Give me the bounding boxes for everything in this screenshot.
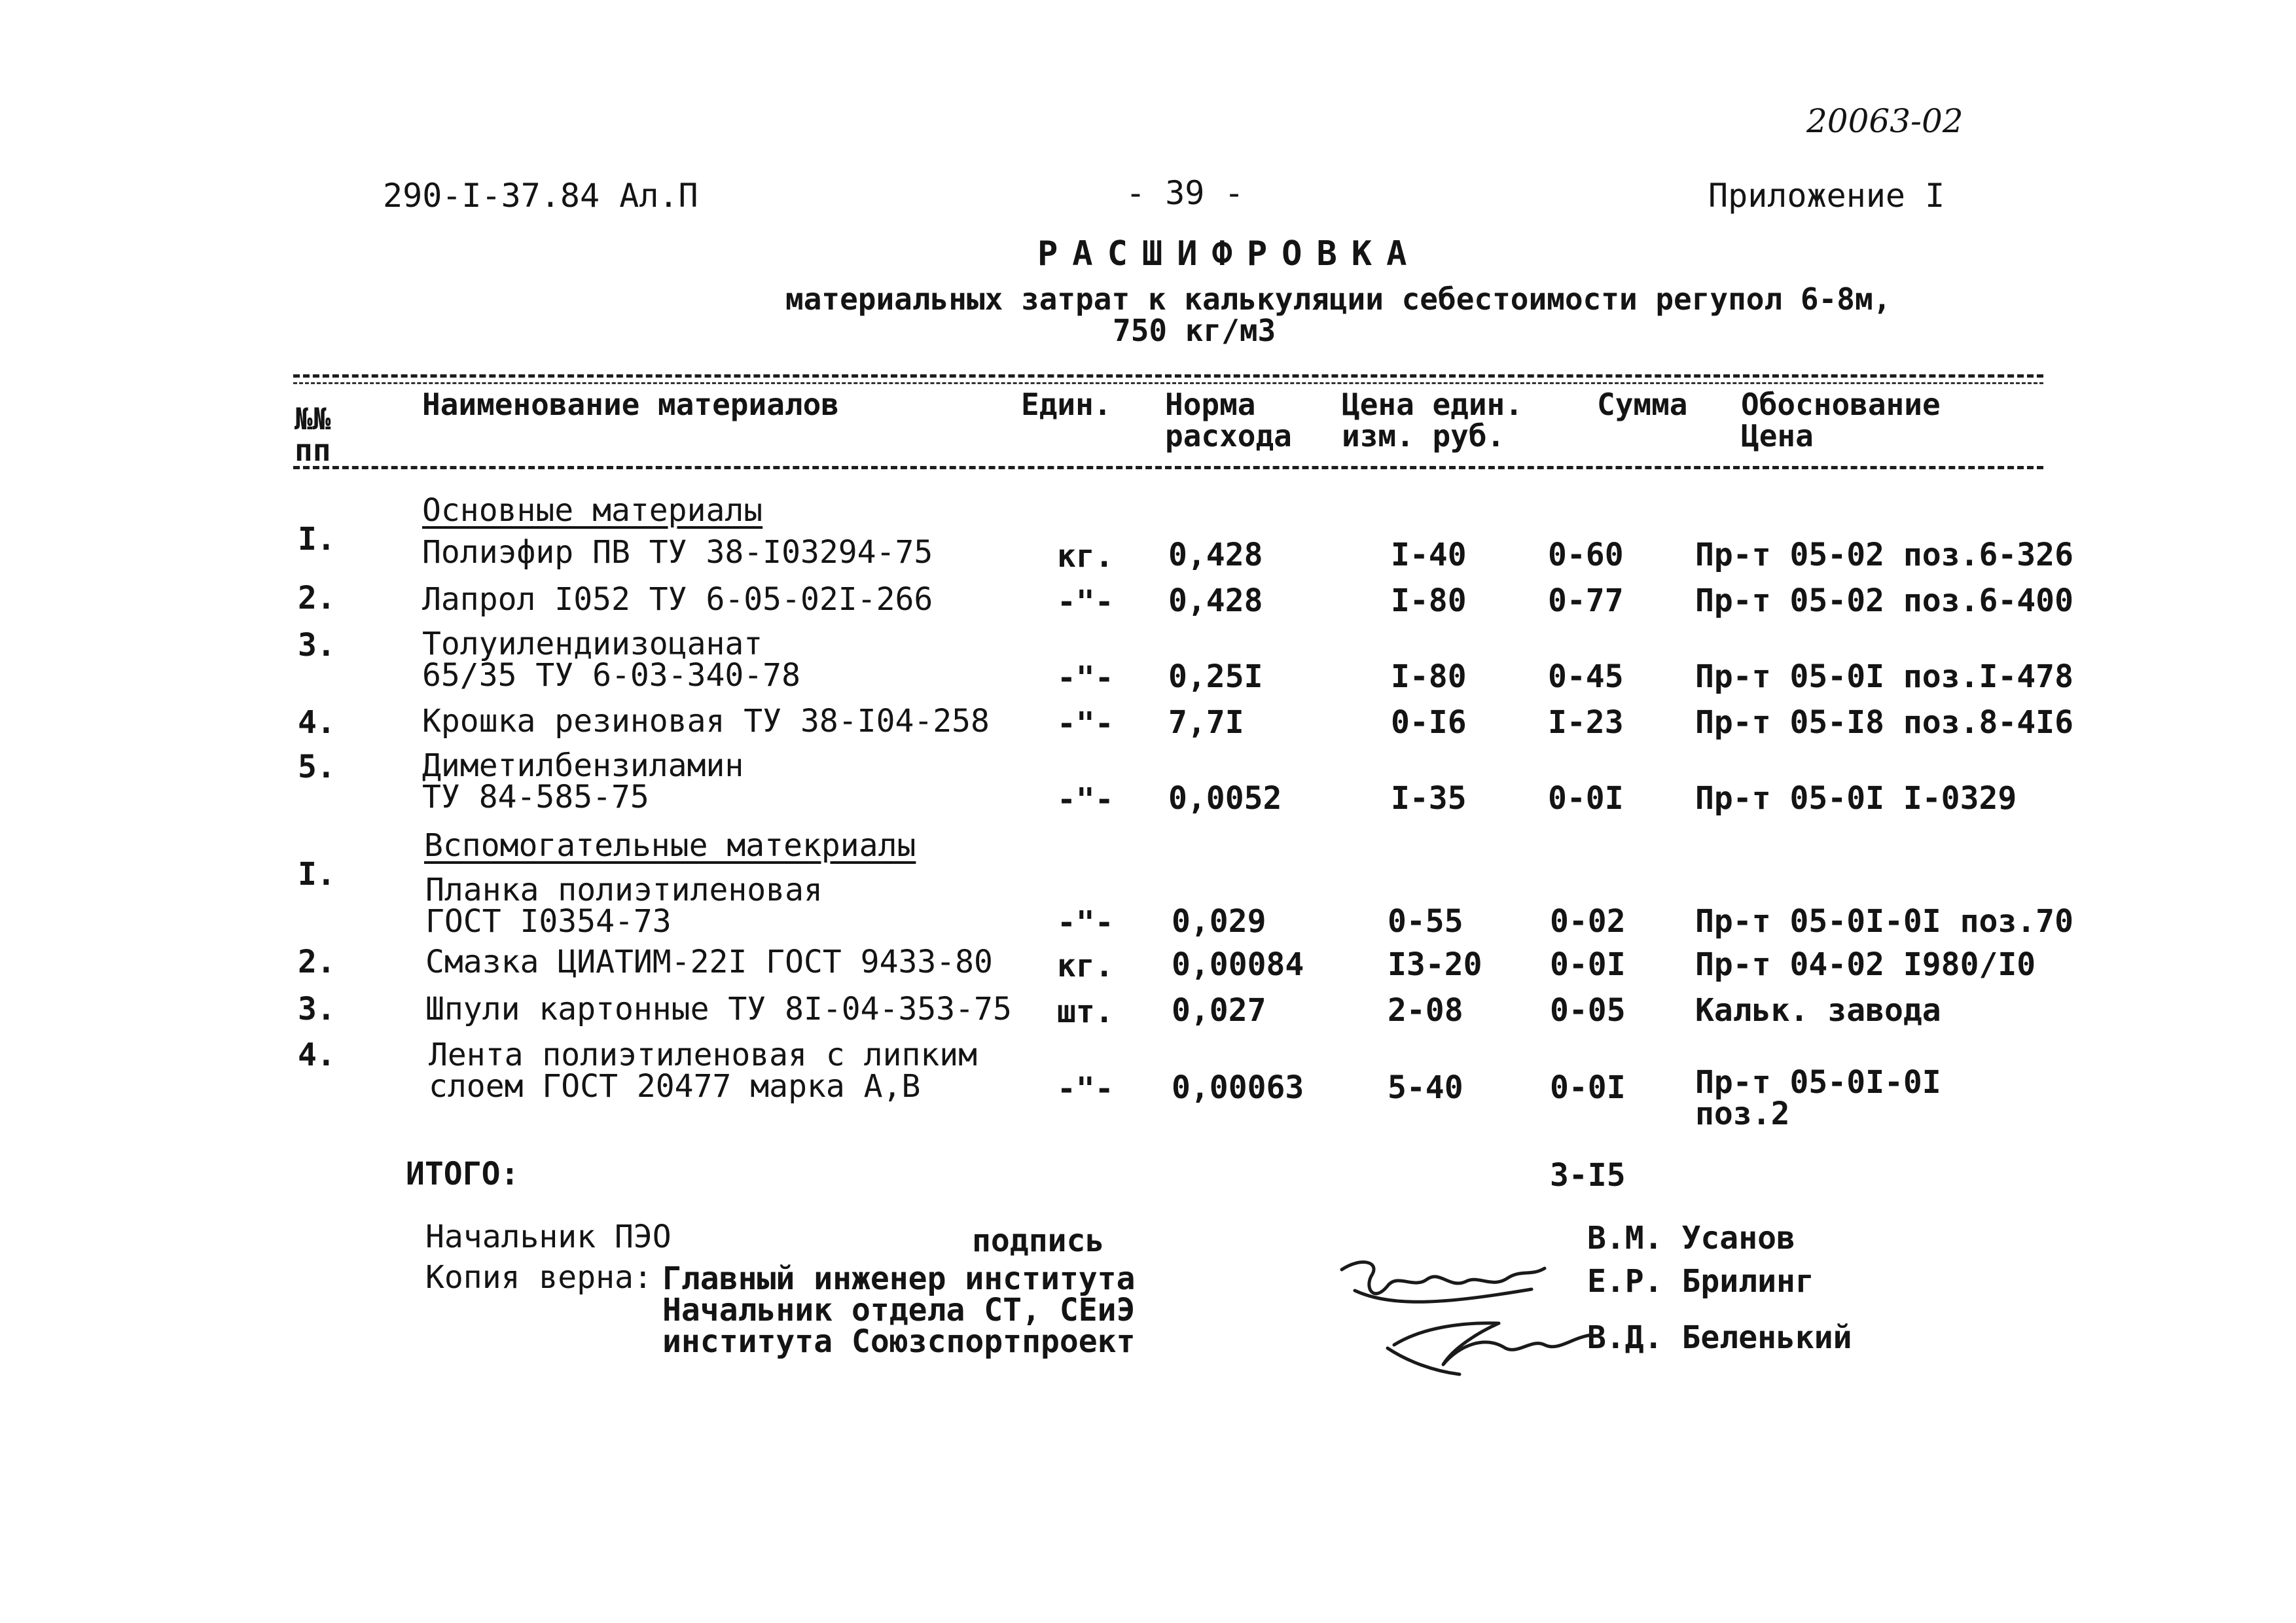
consumption-norm: 7,7I (1168, 704, 1244, 741)
material-name: Смазка ЦИАТИМ-22I ГОСТ 9433-80 (425, 944, 993, 980)
unit: шт. (1057, 993, 1114, 1030)
total-label: ИТОГО: (406, 1156, 520, 1192)
basis: Пр-т 05-02 поз.6-326 (1695, 537, 2073, 573)
basis: Пр-т 05-0I-0I поз.70 (1695, 903, 2073, 940)
unit-price: 0-55 (1388, 903, 1463, 940)
consumption-norm: 0,029 (1172, 903, 1266, 940)
basis: Кальк. завода (1695, 992, 1941, 1029)
row-number: 2. (298, 580, 336, 616)
basis: Пр-т 04-02 I980/I0 (1695, 946, 2036, 983)
unit-price: I-80 (1391, 658, 1467, 695)
sum: 0-60 (1548, 537, 1624, 573)
sum: 0-02 (1550, 903, 1626, 940)
unit: кг. (1057, 538, 1114, 575)
material-name: Диметилбензиламин ТУ 84-585-75 (422, 747, 744, 815)
col-header-number: №№ пп (295, 401, 331, 468)
section-heading-auxiliary: Вспомогательные матекриалы (424, 827, 916, 864)
consumption-norm: 0,00063 (1172, 1069, 1304, 1106)
appendix-label: Приложение I (1708, 177, 1945, 215)
material-name: Шпули картонные ТУ 8I-04-353-75 (425, 991, 1012, 1027)
total-sum: 3-I5 (1550, 1157, 1626, 1194)
signatory-name-2: Е.Р. Брилинг (1587, 1263, 1814, 1300)
chief-engineer-label: Главный инженер института Начальник отдела СТ, СЕиЭ института Союзспортпроект (662, 1260, 1136, 1360)
unit: -"- (1057, 781, 1114, 818)
material-name: Лента полиэтиленовая с липким слоем ГОСТ 20477 марка А,В (429, 1037, 978, 1105)
signatory-name-3: В.Д. Беленький (1587, 1319, 1852, 1356)
basis: Пр-т 05-0I-0I поз.2 (1695, 1064, 1941, 1132)
unit-price: I3-20 (1388, 946, 1482, 983)
material-name: Толуилендиизоцанат 65/35 ТУ 6-03-340-78 (422, 626, 800, 694)
material-name: Полиэфир ПВ ТУ 38-I03294-75 (422, 534, 933, 571)
material-name: Лапрол I052 ТУ 6-05-02I-266 (422, 581, 933, 618)
unit: -"- (1057, 904, 1114, 941)
row-number: 2. (298, 944, 336, 980)
sum: 0-0I (1550, 1069, 1626, 1106)
document-title: РАСШИФРОВКА (1037, 234, 1422, 274)
unit: -"- (1057, 1071, 1114, 1107)
row-number: 4. (298, 1037, 336, 1073)
sum: 0-0I (1550, 946, 1626, 983)
col-header-name: Наименование материалов (422, 387, 839, 422)
col-header-norm: Норма расхода (1165, 387, 1292, 454)
sum: 0-77 (1548, 582, 1624, 619)
col-header-basis: Обоснование Цена (1741, 387, 1941, 454)
basis: Пр-т 05-0I поз.I-478 (1695, 658, 2073, 695)
consumption-norm: 0,027 (1172, 992, 1266, 1029)
sum: 0-05 (1550, 992, 1626, 1029)
unit-price: 0-I6 (1391, 704, 1467, 741)
table-top-rule (293, 374, 2043, 378)
unit-price: I-80 (1391, 582, 1467, 619)
unit-price: 5-40 (1388, 1069, 1463, 1106)
col-header-sum: Сумма (1597, 387, 1688, 422)
basis: Пр-т 05-I8 поз.8-4I6 (1695, 704, 2073, 741)
row-number: I. (298, 521, 336, 558)
sum: I-23 (1548, 704, 1624, 741)
basis: Пр-т 05-0I I-0329 (1695, 780, 2017, 817)
basis: Пр-т 05-02 поз.6-400 (1695, 582, 2073, 619)
consumption-norm: 0,00084 (1172, 946, 1304, 983)
table-top-rule-2 (293, 382, 2043, 384)
copy-verified-label: Копия верна: (425, 1259, 653, 1296)
consumption-norm: 0,25I (1168, 658, 1263, 695)
sum: 0-45 (1548, 658, 1624, 695)
unit: -"- (1057, 584, 1114, 620)
head-peo-label: Начальник ПЭО (425, 1219, 672, 1255)
document-subtitle-line1: материальных затрат к калькуляции себестоимости регупол 6-8м, (785, 281, 1892, 317)
unit: кг. (1057, 948, 1114, 984)
row-number: 3. (298, 627, 336, 664)
table-header-bottom-rule (293, 466, 2043, 469)
consumption-norm: 0,428 (1168, 537, 1263, 573)
row-number: 3. (298, 991, 336, 1027)
section-heading-main: Основные материалы (422, 492, 763, 529)
document-subtitle-line2: 750 кг/м3 (1113, 313, 1276, 348)
document-code: 290-I-37.84 Ал.П (383, 177, 698, 215)
sum: 0-0I (1548, 780, 1624, 817)
consumption-norm: 0,0052 (1168, 780, 1282, 817)
col-header-unit: Един. (1021, 387, 1112, 422)
unit-price: I-35 (1391, 780, 1467, 817)
handwritten-signature-2 (1381, 1309, 1597, 1381)
handwritten-archive-code: 20063-02 (1806, 102, 1964, 140)
row-number: 4. (298, 704, 336, 741)
unit: -"- (1057, 705, 1114, 742)
page-number: - 39 - (1126, 174, 1244, 212)
unit-price: I-40 (1391, 537, 1467, 573)
unit-price: 2-08 (1388, 992, 1463, 1029)
unit: -"- (1057, 660, 1114, 696)
consumption-norm: 0,428 (1168, 582, 1263, 619)
col-header-price: Цена един. изм. руб. (1342, 387, 1523, 454)
row-number: 5. (298, 749, 336, 785)
signature-word: подпись (972, 1222, 1105, 1259)
material-name: Крошка резиновая ТУ 38-I04-258 (422, 703, 990, 740)
material-name: Планка полиэтиленовая ГОСТ I0354-73 (425, 872, 823, 940)
signatory-name-1: В.М. Усанов (1587, 1220, 1795, 1257)
row-number: I. (298, 856, 336, 893)
